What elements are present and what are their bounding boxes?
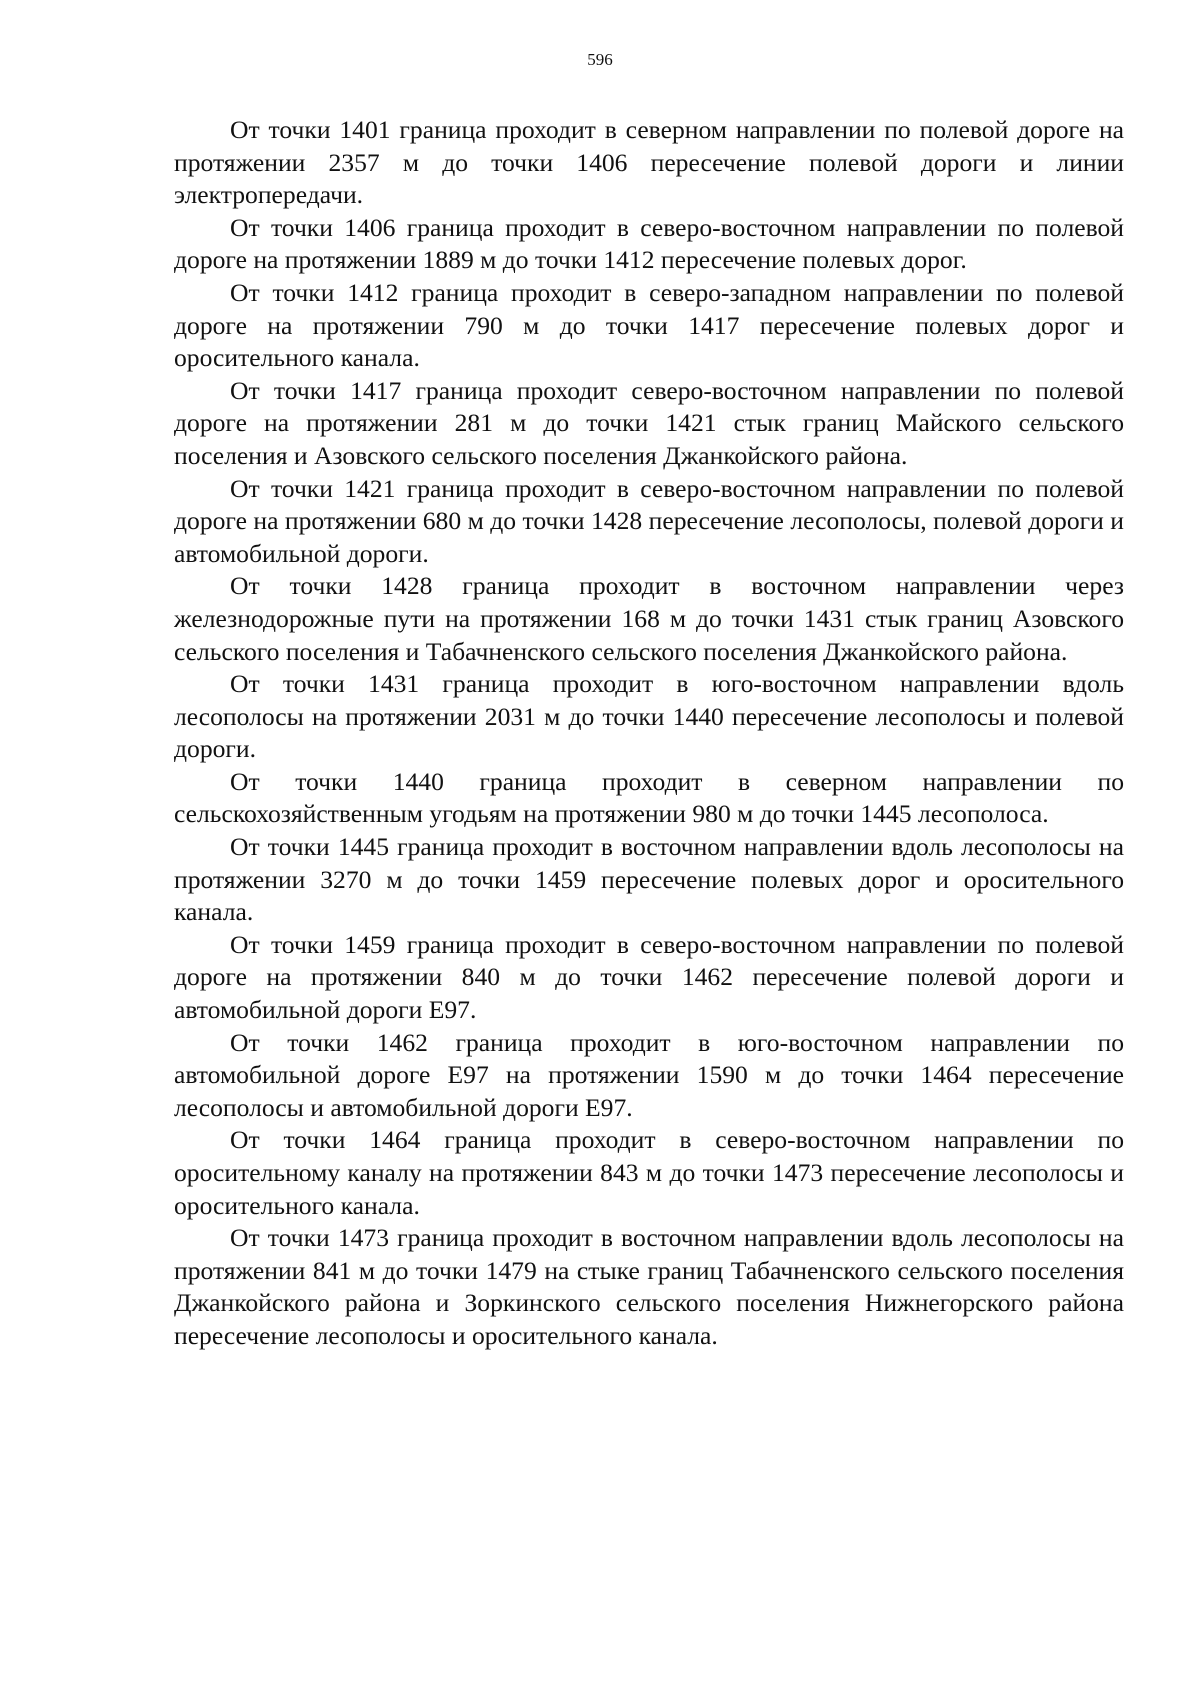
paragraph-9: От точки 1445 граница проходит в восточном направлении вдоль лесополосы на протяжении 3270 м до точки 1459 пересечение полевых дорог и оросительного канала.: [174, 832, 1124, 927]
paragraph-7: От точки 1431 граница проходит в юго-восточном направлении вдоль лесополосы на протяжении 2031 м до точки 1440 пересечение лесополосы и полевой дороги.: [174, 669, 1124, 764]
paragraph-11: От точки 1462 граница проходит в юго-восточном направлении по автомобильной дороге Е97 на протяжении 1590 м до точки 1464 пересечение лесополосы и автомобильной дороги Е97.: [174, 1027, 1124, 1122]
paragraph-12: От точки 1464 граница проходит в северо-восточном направлении по оросительному каналу на протяжении 843 м до точки 1473 пересечение лесополосы и оросительного канала.: [174, 1125, 1124, 1220]
paragraph-10: От точки 1459 граница проходит в северо-восточном направлении по полевой дороге на протяжении 840 м до точки 1462 пересечение полевой дороги и автомобильной дороги Е97.: [174, 929, 1124, 1025]
paragraph-4: От точки 1417 граница проходит северо-восточном направлении по полевой дороге на протяжении 281 м до точки 1421 стык границ Майского сельского поселения и Азовского сельского поселения Джанкойского района.: [174, 375, 1124, 470]
paragraph-2: От точки 1406 граница проходит в северо-восточном направлении по полевой дороге на протяжении 1889 м до точки 1412 пересечение полевых дорог.: [174, 212, 1124, 275]
paragraph-8: От точки 1440 граница проходит в северном направлении по сельскохозяйственным угодьям на протяжении 980 м до точки 1445 лесополоса.: [174, 766, 1124, 829]
page-number: 596: [587, 50, 613, 69]
paragraph-3: От точки 1412 граница проходит в северо-западном направлении по полевой дороге на протяжении 790 м до точки 1417 пересечение полевых дорог и оросительного канала.: [174, 277, 1124, 373]
paragraph-5: От точки 1421 граница проходит в северо-восточном направлении по полевой дороге на протяжении 680 м до точки 1428 пересечение лесополосы, полевой дороги и автомобильной дороги.: [174, 473, 1124, 568]
paragraph-13: От точки 1473 граница проходит в восточном направлении вдоль лесополосы на протяжении 841 м до точки 1479 на стыке границ Табачненского сельского поселения Джанкойского района и Зоркинского сельского поселения Нижнегорского района пересечение лесополосы и оросительного канала.: [174, 1223, 1124, 1350]
paragraph-6: От точки 1428 граница проходит в восточном направлении через железнодорожные пути на протяжении 168 м до точки 1431 стык границ Азовского сельского поселения и Табачненского сельского поселения Джанкойского района.: [174, 571, 1124, 666]
paragraph-1: От точки 1401 граница проходит в северном направлении по полевой дороге на протяжении 2357 м до точки 1406 пересечение полевой дороги и линии электропередачи.: [174, 115, 1124, 210]
document-body: [174, 114, 1124, 1353]
